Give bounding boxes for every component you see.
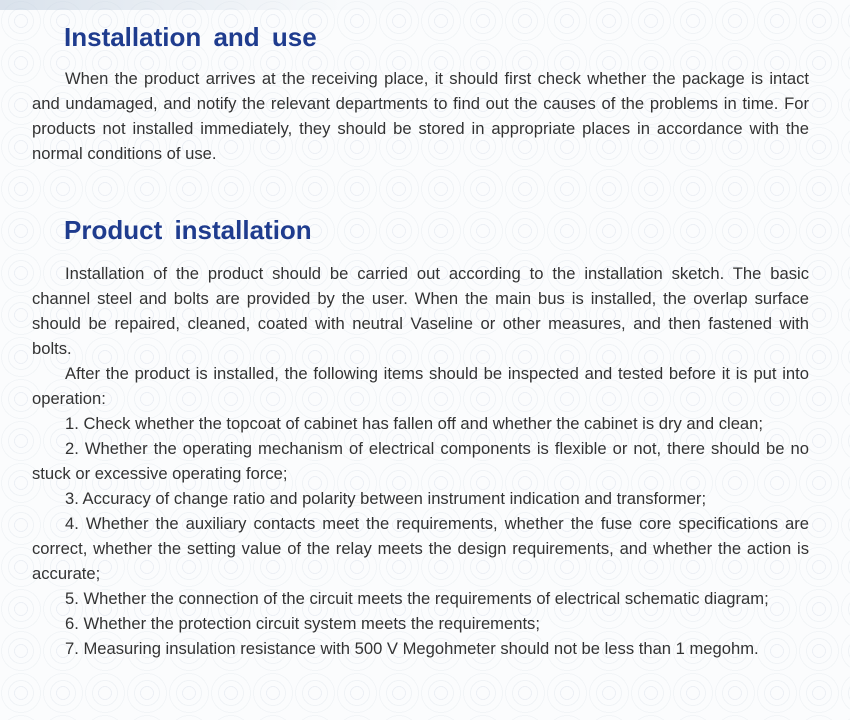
list-item: 6. Whether the protection circuit system meets the requirements;: [65, 614, 540, 633]
document-body: [32, 18, 809, 661]
list-item: 7. Measuring insulation resistance with 500 V Megohmeter should not be less than 1 megohm.: [65, 639, 759, 658]
list-item: 4. Whether the auxiliary contacts meet the requirements, whether the fuse core specifications are correct, whether the setting value of the relay meets the design requirements, and whether the action is accurate;: [32, 514, 809, 583]
section-title-product-installation: Product installation: [64, 215, 312, 245]
paragraph: After the product is installed, the following items should be inspected and tested before it is put into operation:: [32, 364, 809, 408]
section-body-installation-and-use: [32, 66, 809, 166]
section-body-product-installation: [32, 261, 809, 661]
list-item: 5. Whether the connection of the circuit meets the requirements of electrical schematic diagram;: [65, 589, 769, 608]
section-title-installation-and-use: Installation and use: [64, 22, 317, 52]
paragraph: When the product arrives at the receiving place, it should first check whether the package is intact and undamaged, and notify the relevant departments to find out the causes of the problems in time. For products not installed immediately, they should be stored in appropriate places in accordance with the normal conditions of use.: [32, 69, 809, 163]
list-item: 2. Whether the operating mechanism of electrical components is flexible or not, there should be no stuck or excessive operating force;: [32, 439, 809, 483]
paragraph: Installation of the product should be carried out according to the installation sketch. The basic channel steel and bolts are provided by the user. When the main bus is installed, the overlap surface should be repaired, cleaned, coated with neutral Vaseline or other measures, and then fastened with bolts.: [32, 264, 809, 358]
list-item: 1. Check whether the topcoat of cabinet has fallen off and whether the cabinet is dry and clean;: [65, 414, 763, 433]
list-item: 3. Accuracy of change ratio and polarity between instrument indication and transformer;: [65, 489, 707, 508]
top-decorative-band: [0, 0, 850, 10]
